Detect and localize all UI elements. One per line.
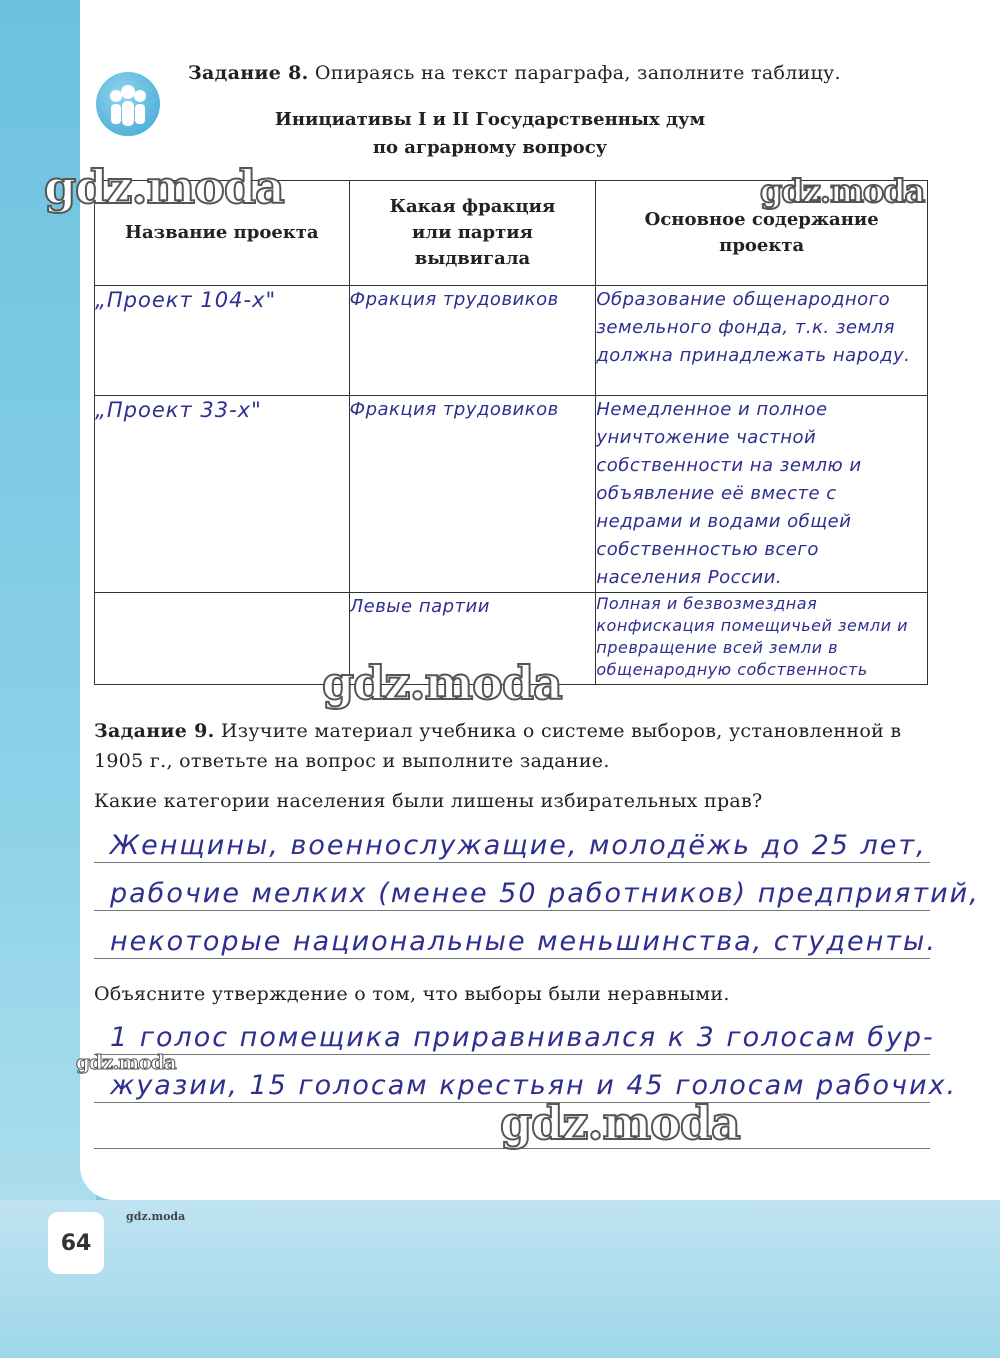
task9-instruction: [94, 716, 940, 776]
answer1-line2: рабочие мелких (менее 50 работников) предприятий,: [110, 878, 980, 909]
header-project-name: Название проекта: [95, 181, 350, 286]
task8-instruction: [188, 62, 948, 84]
answer-line: [94, 862, 930, 863]
question2: Объясните утверждение о том, что выборы были неравными.: [94, 983, 730, 1005]
header-party: Какая фракция или партия выдвигала: [349, 181, 596, 286]
table-title-line1: Инициативы I и II Государственных дум: [274, 109, 706, 130]
row2-content: Немедленное и полное уничтожение частной собственности на землю и объявление её вместе с недрами и водами общей собственностью всего населения России.: [596, 396, 928, 593]
page-bottom-band: [0, 1200, 1000, 1358]
task9-text: Изучите материал учебника о системе выборов, установленной в 1905 г., ответьте на вопрос и выполните задание.: [94, 720, 902, 772]
row1-name: „Проект 104-х": [95, 286, 350, 396]
task8-text: Опираясь на текст параграфа, заполните таблицу.: [314, 62, 841, 84]
header-content: Основное содержание проекта: [596, 181, 928, 286]
answer2-line1: 1 голос помещика приравнивался к 3 голосам бур-: [110, 1022, 935, 1053]
answer-line: [94, 1054, 930, 1055]
table-row: [95, 396, 928, 593]
row3-name: [95, 593, 350, 685]
watermark: gdz.moda: [44, 160, 284, 214]
watermark: gdz.moda: [76, 1050, 176, 1074]
row1-content: Образование общенародного земельного фонда, т.к. земля должна принадлежать народу.: [596, 286, 928, 396]
task9-label: Задание 9.: [94, 720, 215, 742]
row2-party: Фракция трудовиков: [349, 396, 596, 593]
answer1-line1: Женщины, военнослужащие, молодёжь до 25 лет,: [110, 830, 927, 861]
row1-party: Фракция трудовиков: [349, 286, 596, 396]
initiatives-table: [94, 180, 928, 685]
table-title-line2: по аграрному вопросу: [372, 137, 608, 158]
answer-line: [94, 910, 930, 911]
answer1-line3: некоторые национальные меньшинства, студенты.: [110, 926, 937, 957]
row3-content: Полная и безвозмездная конфискация помещичьей земли и превращение всей земли в общенародную собственность: [596, 593, 928, 685]
table-title: [150, 106, 830, 162]
watermark: gdz.moda: [322, 656, 562, 710]
watermark: gdz.moda: [500, 1096, 740, 1150]
watermark: gdz.moda: [760, 172, 925, 210]
page-number: 64: [48, 1212, 104, 1274]
row3-party: Левые партии: [349, 593, 596, 685]
answer-line: [94, 958, 930, 959]
question1: Какие категории населения были лишены избирательных прав?: [94, 790, 763, 812]
task8-label: Задание 8.: [188, 62, 309, 84]
answer2-line2: жуазии, 15 голосам крестьян и 45 голосам рабочих.: [110, 1070, 958, 1101]
table-row: [95, 286, 928, 396]
small-logo: gdz.moda: [126, 1210, 186, 1223]
row2-name: „Проект 33-х": [95, 396, 350, 593]
